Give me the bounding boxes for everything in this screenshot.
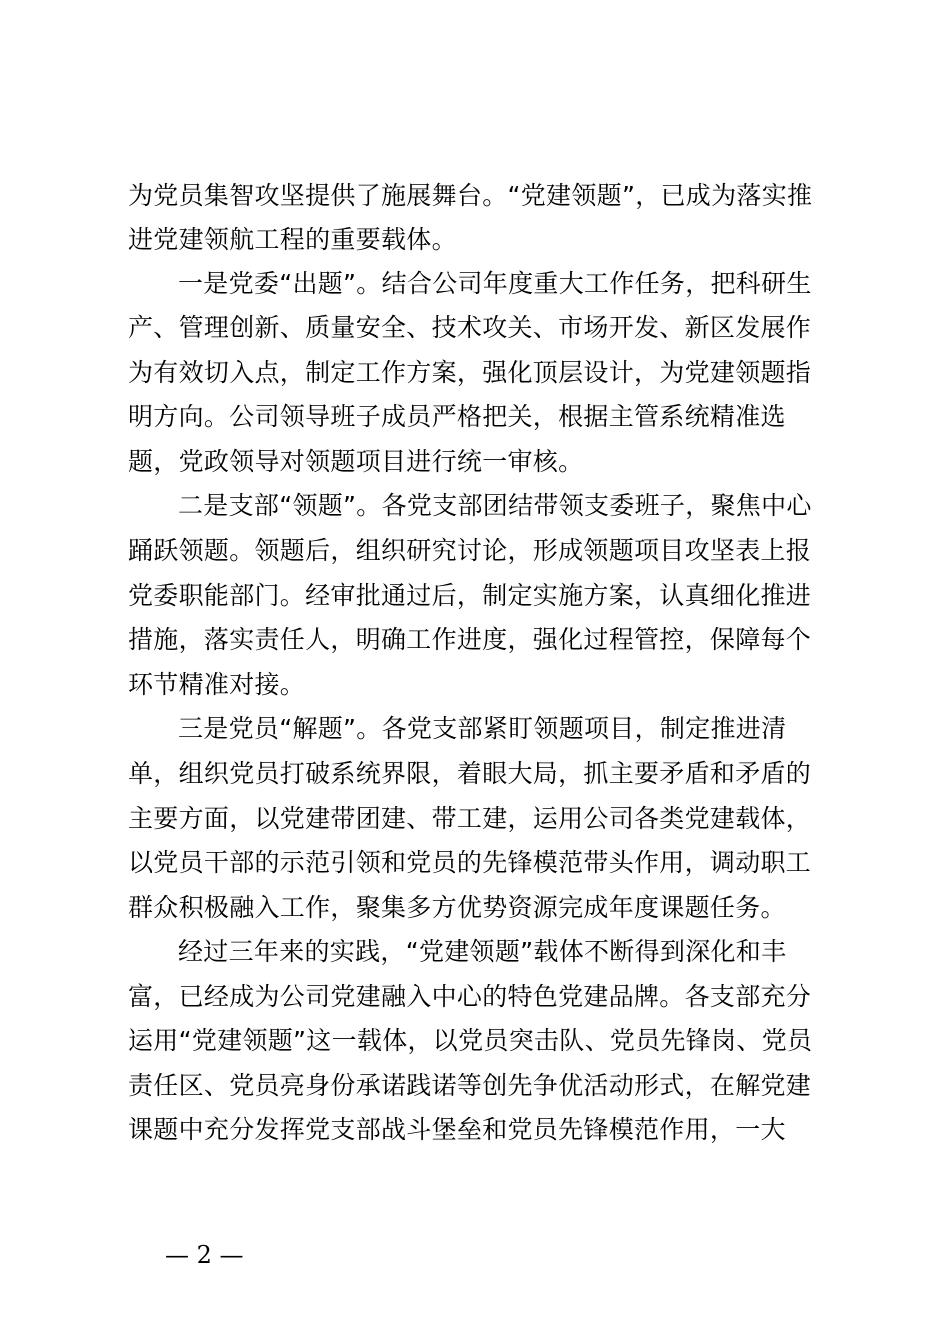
paragraph-first-line: 三是党员“解题”。各党支部紧盯领题项目，制定推进清 bbox=[178, 714, 787, 743]
text-line: 明方向。公司领导班子成员严格把关，根据主管系统精准选 bbox=[128, 402, 786, 431]
text-line: 以党员干部的示范引领和党员的先锋模范带头作用，调动职工 bbox=[128, 848, 812, 877]
text-line: 踊跃领题。领题后，组织研究讨论，形成领题项目攻坚表上报 bbox=[128, 536, 812, 565]
page-number: — 2 — bbox=[165, 1241, 244, 1269]
text-line: 课题中充分发挥党支部战斗堡垒和党员先锋模范作用，一大 bbox=[128, 1115, 786, 1144]
text-line: 为党员集智攻坚提供了施展舞台。“党建领题”，已成为落实推 bbox=[128, 181, 813, 210]
paragraph-first-line: 二是支部“领题”。各党支部团结带领支委班子，聚焦中心 bbox=[178, 491, 812, 520]
text-line: 党委职能部门。经审批通过后，制定实施方案，认真细化推进 bbox=[128, 581, 812, 610]
text-line: 题，党政领导对领题项目进行统一审核。 bbox=[128, 447, 584, 476]
text-line: 责任区、党员亮身份承诺践诺等创先争优活动形式，在解党建 bbox=[128, 1071, 812, 1100]
text-line: 富，已经成为公司党建融入中心的特色党建品牌。各支部充分 bbox=[128, 982, 812, 1011]
text-line: 为有效切入点，制定工作方案，强化顶层设计，为党建领题指 bbox=[128, 358, 812, 387]
paragraph-first-line: 经过三年来的实践，“党建领题”载体不断得到深化和丰 bbox=[178, 937, 787, 966]
paragraph-first-line: 一是党委“出题”。结合公司年度重大工作任务，把科研生 bbox=[178, 269, 812, 298]
text-line: 运用“党建领题”这一载体，以党员突击队、党员先锋岗、党员 bbox=[128, 1026, 813, 1055]
text-line: 单，组织党员打破系统界限，着眼大局，抓主要矛盾和矛盾的 bbox=[128, 759, 812, 788]
text-line: 产、管理创新、质量安全、技术攻关、市场开发、新区发展作 bbox=[128, 313, 812, 342]
text-line: 环节精准对接。 bbox=[128, 670, 306, 699]
text-line: 进党建领航工程的重要载体。 bbox=[128, 225, 457, 254]
text-line: 措施，落实责任人，明确工作进度，强化过程管控，保障每个 bbox=[128, 625, 812, 654]
text-line: 主要方面，以党建带团建、带工建，运用公司各类党建载体， bbox=[128, 804, 812, 833]
text-line: 群众积极融入工作，聚集多方优势资源完成年度课题任务。 bbox=[128, 893, 786, 922]
